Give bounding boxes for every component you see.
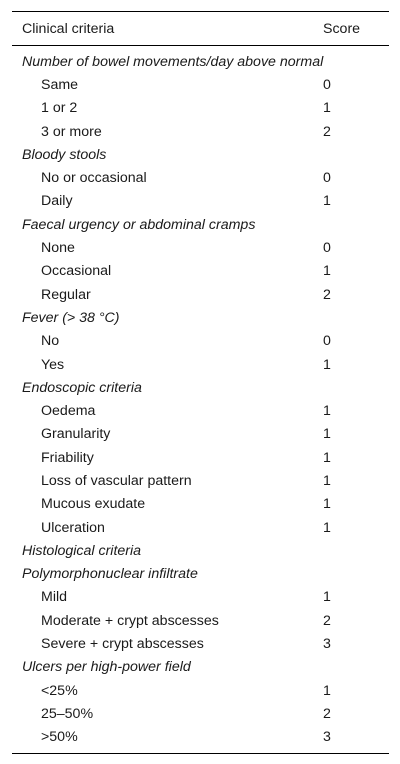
table-row xyxy=(12,679,389,702)
table-row xyxy=(12,97,389,120)
table-row xyxy=(12,469,389,492)
criterion-label: Granularity xyxy=(41,426,111,443)
table-row xyxy=(12,516,389,539)
score-value: 1 xyxy=(323,193,331,210)
score-value: 0 xyxy=(323,76,331,93)
score-value: 1 xyxy=(323,263,331,280)
criterion-label: <25% xyxy=(41,682,78,699)
section-row xyxy=(12,143,389,166)
score-value: 1 xyxy=(323,449,331,466)
score-value: 1 xyxy=(323,426,331,443)
score-value: 1 xyxy=(323,356,331,373)
section-label: Histological criteria xyxy=(22,542,142,559)
table-row xyxy=(12,423,389,446)
table-row xyxy=(12,190,389,213)
score-column-header: Score xyxy=(323,20,361,37)
score-value: 1 xyxy=(323,519,331,536)
criteria-column-header: Clinical criteria xyxy=(22,20,115,37)
section-label: Number of bowel movements/day above normal xyxy=(22,53,324,70)
table-row xyxy=(12,353,389,376)
table-body xyxy=(12,46,389,753)
section-row xyxy=(12,50,389,73)
criterion-label: >50% xyxy=(41,729,78,746)
table-row xyxy=(12,446,389,469)
criterion-label: Loss of vascular pattern xyxy=(41,472,192,489)
table-header xyxy=(12,12,389,45)
section-label: Endoscopic criteria xyxy=(22,379,142,396)
criterion-label: Occasional xyxy=(41,263,112,280)
score-value: 1 xyxy=(323,589,331,606)
criterion-label: 25–50% xyxy=(41,705,94,722)
score-value: 1 xyxy=(323,472,331,489)
section-label: Faecal urgency or abdominal cramps xyxy=(22,216,256,233)
table-row xyxy=(12,166,389,189)
table-row xyxy=(12,632,389,655)
criterion-label: Regular xyxy=(41,286,91,303)
score-value: 1 xyxy=(323,403,331,420)
section-row xyxy=(12,539,389,562)
criterion-label: None xyxy=(41,240,75,257)
score-value: 1 xyxy=(323,682,331,699)
criterion-label: Mild xyxy=(41,589,68,606)
table-row xyxy=(12,726,389,749)
section-row xyxy=(12,656,389,679)
section-label: Polymorphonuclear infiltrate xyxy=(22,566,198,583)
section-row xyxy=(12,376,389,399)
criterion-label: Friability xyxy=(41,449,94,466)
table-row xyxy=(12,260,389,283)
score-value: 0 xyxy=(323,170,331,187)
table-row xyxy=(12,609,389,632)
criterion-label: No or occasional xyxy=(41,170,147,187)
score-value: 3 xyxy=(323,729,331,746)
score-value: 2 xyxy=(323,123,331,140)
score-value: 2 xyxy=(323,705,331,722)
criterion-label: Severe + crypt abscesses xyxy=(41,636,204,653)
score-value: 2 xyxy=(323,612,331,629)
score-value: 1 xyxy=(323,100,331,117)
criterion-label: Ulceration xyxy=(41,519,105,536)
table-row xyxy=(12,120,389,143)
table-row xyxy=(12,283,389,306)
table-row xyxy=(12,493,389,516)
criterion-label: No xyxy=(41,333,60,350)
score-value: 0 xyxy=(323,240,331,257)
section-label: Ulcers per high-power field xyxy=(22,659,191,676)
scoring-table xyxy=(12,11,389,754)
criterion-label: Mucous exudate xyxy=(41,496,146,513)
section-row xyxy=(12,213,389,236)
criterion-label: Moderate + crypt abscesses xyxy=(41,612,219,629)
table-row xyxy=(12,236,389,259)
criterion-label: Oedema xyxy=(41,403,96,420)
table-row xyxy=(12,73,389,96)
criterion-label: Daily xyxy=(41,193,73,210)
table-row xyxy=(12,330,389,353)
score-value: 0 xyxy=(323,333,331,350)
section-label: Fever (> 38 °C) xyxy=(22,309,120,326)
score-value: 3 xyxy=(323,636,331,653)
section-row xyxy=(12,306,389,329)
score-value: 1 xyxy=(323,496,331,513)
table-row xyxy=(12,586,389,609)
section-label: Bloody stools xyxy=(22,146,107,163)
criterion-label: Yes xyxy=(41,356,65,373)
table-bottom-rule xyxy=(12,753,389,754)
criterion-label: 3 or more xyxy=(41,123,102,140)
criterion-label: 1 or 2 xyxy=(41,100,78,117)
score-value: 2 xyxy=(323,286,331,303)
criterion-label: Same xyxy=(41,76,79,93)
table-row xyxy=(12,399,389,422)
section-row xyxy=(12,563,389,586)
table-row xyxy=(12,702,389,725)
